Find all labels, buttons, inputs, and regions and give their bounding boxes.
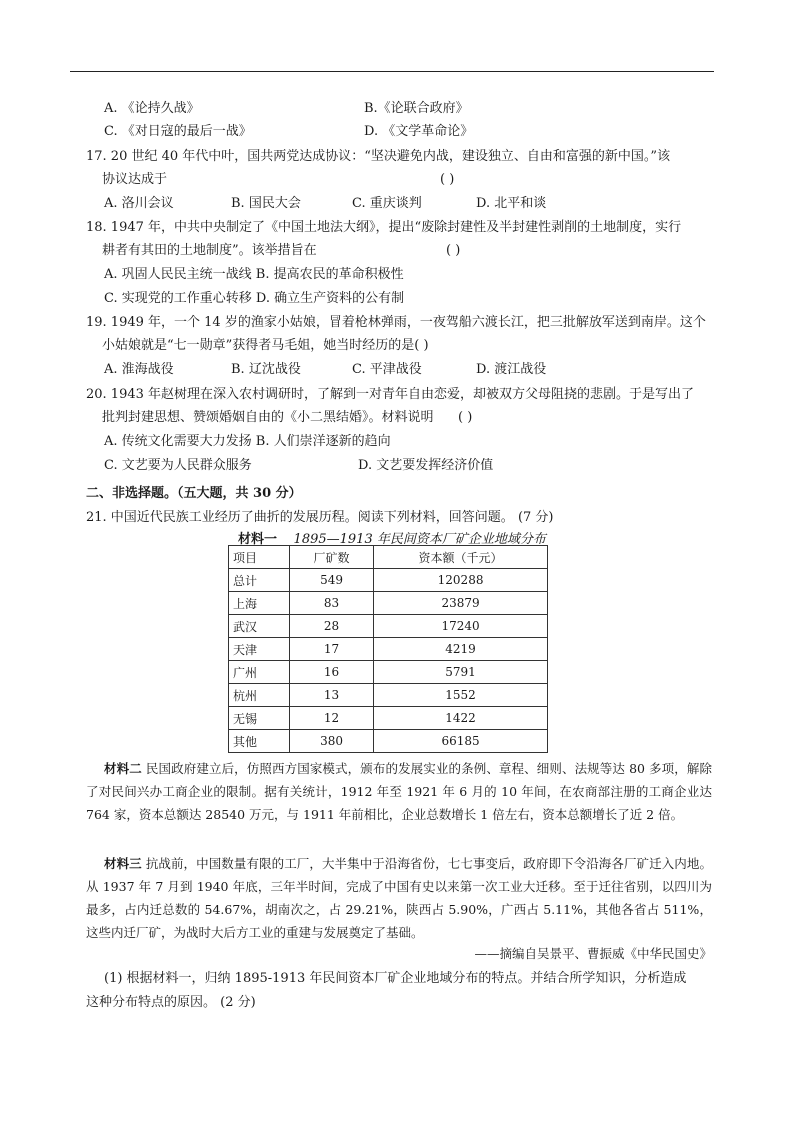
q20-options-ab: A. 传统文化需要大力发扬 B. 人们崇洋逐新的趋向 <box>104 434 391 449</box>
q19-option-b: B. 辽沈战役 <box>231 362 301 377</box>
q16-option-a: A. 《论持久战》 <box>104 101 200 116</box>
table-cell: 13 <box>290 684 374 707</box>
table-cell: 66185 <box>374 730 548 753</box>
table-cell: 天津 <box>229 638 290 661</box>
material2-text: 民国政府建立后，仿照西方国家模式，颁布的发展实业的条例、章程、细则、法规等达 80 多项，解除了对民间兴办工商企业的限制。据有关统计，1912 年至 1921 年 6 月的 10 年间，在农商部注册的工商企业达 764 家，资本总额达 28540 万元，与 1911 年前相比，企业总数增长 1 倍左右，资本总额增长了近 2 倍。 <box>86 761 712 822</box>
material1-title: 1895—1913 年民间资本厂矿企业地域分布 <box>293 532 546 547</box>
table-cell: 4219 <box>374 638 548 661</box>
material3-text: 抗战前，中国数量有限的工厂，大半集中于沿海省份，七七事变后，政府即下令沿海各厂矿迁入内地。从 1937 年 7 月到 1940 年底，三年半时间，完成了中国有史以来第一次工业大迁移。至于迁往省别，以四川为最多，占内迁总数的 54.67%，胡南次之，占 29.21%，陕西占 5.90%，广西占 5.11%，其他各省占 511%，这些内迁厂矿，为战时大后方工业的重建与发展奠定了基础。 <box>86 856 712 940</box>
table-row <box>229 615 548 638</box>
table-row <box>229 569 548 592</box>
material2-label: 材料二 <box>104 761 142 776</box>
table-cell: 17 <box>290 638 374 661</box>
q17-stem-line1: 17. 20 世纪 40 年代中叶，国共两党达成协议：“坚决避免内战，建设独立、自由和富强的新中国。”该 <box>86 149 671 164</box>
table-row <box>229 638 548 661</box>
table-header-row <box>229 546 548 569</box>
table-cell: 广州 <box>229 661 290 684</box>
material3-paragraph <box>86 852 712 944</box>
q17-answer-bracket: ( ) <box>440 172 455 187</box>
q16-option-b: B.《论联合政府》 <box>364 101 469 116</box>
table-cell: 380 <box>290 730 374 753</box>
table-cell: 83 <box>290 592 374 615</box>
table-cell: 549 <box>290 569 374 592</box>
section2-heading: 二、非选择题。（五大题，共 30 分） <box>86 486 302 501</box>
q17-stem-line2: 协议达成于 <box>102 172 168 187</box>
q18-answer-bracket: ( ) <box>446 243 461 258</box>
q20-stem-line2: 批判封建思想、赞颂婚姻自由的《小二黑结婚》。材料说明 <box>102 410 434 425</box>
q20-option-d: D. 文艺要发挥经济价值 <box>358 458 494 473</box>
q18-options-cd: C. 实现党的工作重心转移 D. 确立生产资料的公有制 <box>104 291 405 306</box>
q17-option-b: B. 国民大会 <box>231 196 301 211</box>
table-cell: 杭州 <box>229 684 290 707</box>
q20-option-c: C. 文艺要为人民群众服务 <box>104 458 252 473</box>
q19-option-d: D. 渡江战役 <box>476 362 547 377</box>
table-cell: 16 <box>290 661 374 684</box>
material1-label: 材料一 <box>238 532 278 547</box>
table-cell: 其他 <box>229 730 290 753</box>
table-row <box>229 730 548 753</box>
material3-label: 材料三 <box>104 856 142 871</box>
q17-option-c: C. 重庆谈判 <box>352 196 422 211</box>
q17-option-a: A. 洛川会议 <box>104 196 174 211</box>
table-cell: 23879 <box>374 592 548 615</box>
q18-stem-line2: 耕者有其田的土地制度”。该举措旨在 <box>102 243 317 258</box>
q19-stem-line1: 19. 1949 年，一个 14 岁的渔家小姑娘，冒着枪林弹雨，一夜驾船六渡长江，把三批解放军送到南岸。这个 <box>86 315 706 330</box>
q19-stem-line2: 小姑娘就是“七一勋章”获得者马毛姐，她当时经历的是( ) <box>102 338 429 353</box>
q20-stem-line1: 20. 1943 年赵树理在深入农村调研时，了解到一对青年自由恋爱，却被双方父母阻挠的悲剧。于是写出了 <box>86 387 695 402</box>
industry-distribution-table <box>228 545 548 753</box>
q18-options-ab: A. 巩固人民民主统一战线 B. 提高农民的革命积极性 <box>104 267 404 282</box>
material2-paragraph <box>86 757 712 826</box>
table-cell: 总计 <box>229 569 290 592</box>
table-cell: 武汉 <box>229 615 290 638</box>
table-row <box>229 592 548 615</box>
table-row <box>229 684 548 707</box>
table-row <box>229 661 548 684</box>
table-cell: 无锡 <box>229 707 290 730</box>
q21-sub1-line2: 这种分布特点的原因。 (2 分) <box>86 995 256 1010</box>
q18-stem-line1: 18. 1947 年，中共中央制定了《中国土地法大纲》，提出“废除封建性及半封建性剥削的土地制度，实行 <box>86 220 682 235</box>
q16-option-c: C. 《对日寇的最后一战》 <box>104 124 252 139</box>
table-cell: 28 <box>290 615 374 638</box>
table-header: 资本额（千元） <box>374 546 548 569</box>
q17-option-d: D. 北平和谈 <box>476 196 547 211</box>
q21-intro: 21. 中国近代民族工业经历了曲折的发展历程。阅读下列材料，回答问题。 (7 分) <box>86 510 554 525</box>
q19-option-a: A. 淮海战役 <box>104 362 174 377</box>
table-header: 项目 <box>229 546 290 569</box>
material3-source: ——摘编自吴景平、曹振威《中华民国史》 <box>474 946 712 961</box>
header-rule <box>70 71 714 72</box>
table-cell: 5791 <box>374 661 548 684</box>
table-cell: 1422 <box>374 707 548 730</box>
q20-answer-bracket: ( ) <box>458 410 473 425</box>
q21-sub1-line1: (1) 根据材料一，归纳 1895-1913 年民间资本厂矿企业地域分布的特点。并结合所学知识，分析造成 <box>104 971 687 986</box>
table-cell: 120288 <box>374 569 548 592</box>
q19-option-c: C. 平津战役 <box>352 362 422 377</box>
table-cell: 上海 <box>229 592 290 615</box>
table-header: 厂矿数 <box>290 546 374 569</box>
table-cell: 17240 <box>374 615 548 638</box>
table-cell: 1552 <box>374 684 548 707</box>
q16-option-d: D. 《文学革命论》 <box>364 124 474 139</box>
table-cell: 12 <box>290 707 374 730</box>
table-row <box>229 707 548 730</box>
